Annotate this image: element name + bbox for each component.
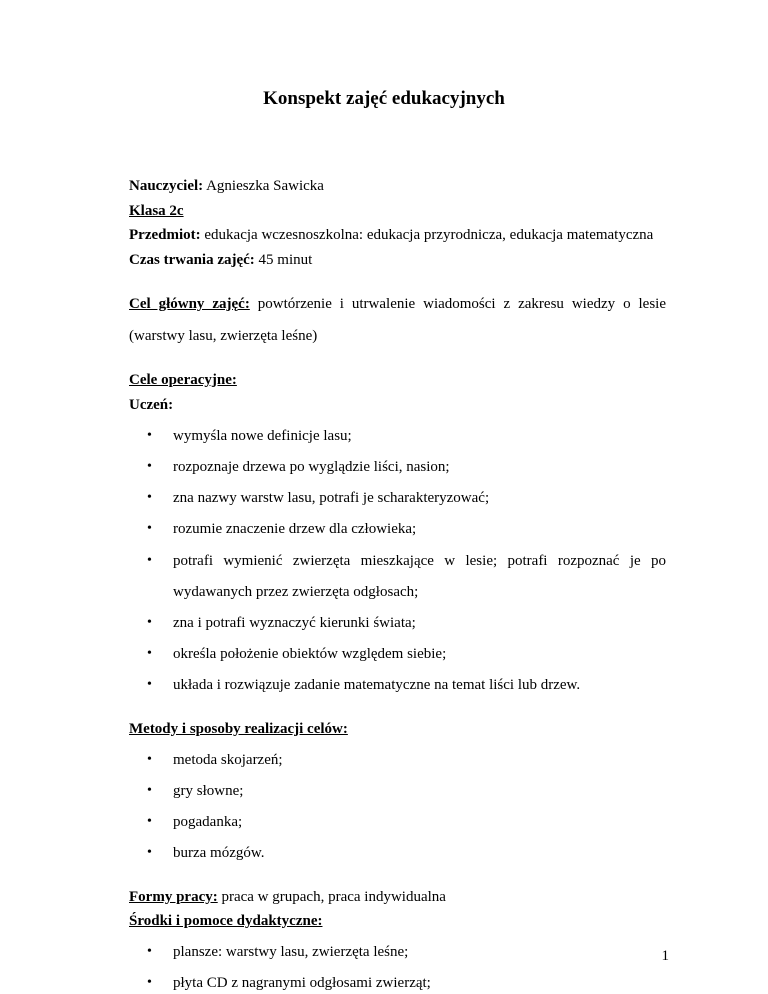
main-goal-label: Cel główny zajęć: [129, 296, 250, 312]
bullet-icon: • [147, 752, 152, 767]
method-item: metoda skojarzeń; [173, 752, 283, 768]
bullet-icon: • [147, 490, 152, 505]
bullet-icon: • [147, 944, 152, 959]
teacher-value: Agnieszka Sawicka [203, 178, 324, 194]
goal-item: zna nazwy warstw lasu, potrafi je scharakteryzować; [173, 490, 490, 506]
class-label: Klasa 2c [129, 203, 184, 219]
methods-heading: Metody i sposoby realizacji celów: [129, 721, 348, 737]
subject-label: Przedmiot: [129, 227, 201, 243]
bullet-icon: • [147, 845, 152, 860]
resources-heading: Środki i pomoce dydaktyczne: [129, 913, 323, 929]
goal-item: potrafi wymienić zwierzęta mieszkające w lesie; potrafi rozpoznać je po [173, 553, 666, 569]
bullet-icon: • [147, 428, 152, 443]
bullet-icon: • [147, 615, 152, 630]
bullet-icon: • [147, 553, 152, 568]
bullet-icon: • [147, 521, 152, 536]
method-item: pogadanka; [173, 814, 243, 830]
goal-item: wymyśla nowe definicje lasu; [173, 428, 352, 444]
goal-item: określa położenie obiektów względem siebie; [173, 646, 447, 662]
main-goal-line [129, 296, 666, 313]
operational-goals-subheading: Uczeń: [129, 397, 174, 413]
goal-item: rozumie znaczenie drzew dla człowieka; [173, 521, 417, 537]
teacher-line [129, 178, 324, 195]
teacher-label: Nauczyciel: [129, 178, 204, 194]
goal-item: zna i potrafi wyznaczyć kierunki świata; [173, 615, 416, 631]
method-item: burza mózgów. [173, 845, 265, 861]
main-goal-continuation: (warstwy lasu, zwierzęta leśne) [129, 328, 318, 344]
bullet-icon: • [147, 459, 152, 474]
document-title: Konspekt zajęć edukacyjnych [263, 88, 505, 109]
bullet-icon: • [147, 814, 152, 829]
main-goal-text: powtórzenie i utrwalenie wiadomości z zakresu wiedzy o lesie [249, 296, 666, 312]
goal-item: układa i rozwiązuje zadanie matematyczne na temat liści lub drzew. [173, 677, 581, 693]
resource-item: płyta CD z nagranymi odgłosami zwierząt; [173, 975, 431, 991]
bullet-icon: • [147, 677, 152, 692]
operational-goals-heading: Cele operacyjne: [129, 372, 237, 388]
goal-item: rozpoznaje drzewa po wyglądzie liści, nasion; [173, 459, 450, 475]
forms-value: praca w grupach, praca indywidualna [217, 889, 446, 905]
goal-item-continuation: wydawanych przez zwierzęta odgłosach; [173, 584, 419, 600]
subject-value: edukacja wczesnoszkolna: edukacja przyrodnicza, edukacja matematyczna [200, 227, 654, 243]
subject-line [129, 227, 653, 244]
duration-label: Czas trwania zajęć: [129, 252, 255, 268]
forms-label: Formy pracy: [129, 889, 218, 905]
bullet-icon: • [147, 646, 152, 661]
duration-line [129, 252, 312, 269]
bullet-icon: • [147, 783, 152, 798]
duration-value: 45 minut [254, 252, 313, 268]
bullet-icon: • [147, 975, 152, 990]
resource-item: plansze: warstwy lasu, zwierzęta leśne; [173, 944, 409, 960]
forms-line [129, 889, 446, 906]
page-number: 1 [661, 948, 669, 964]
method-item: gry słowne; [173, 783, 244, 799]
